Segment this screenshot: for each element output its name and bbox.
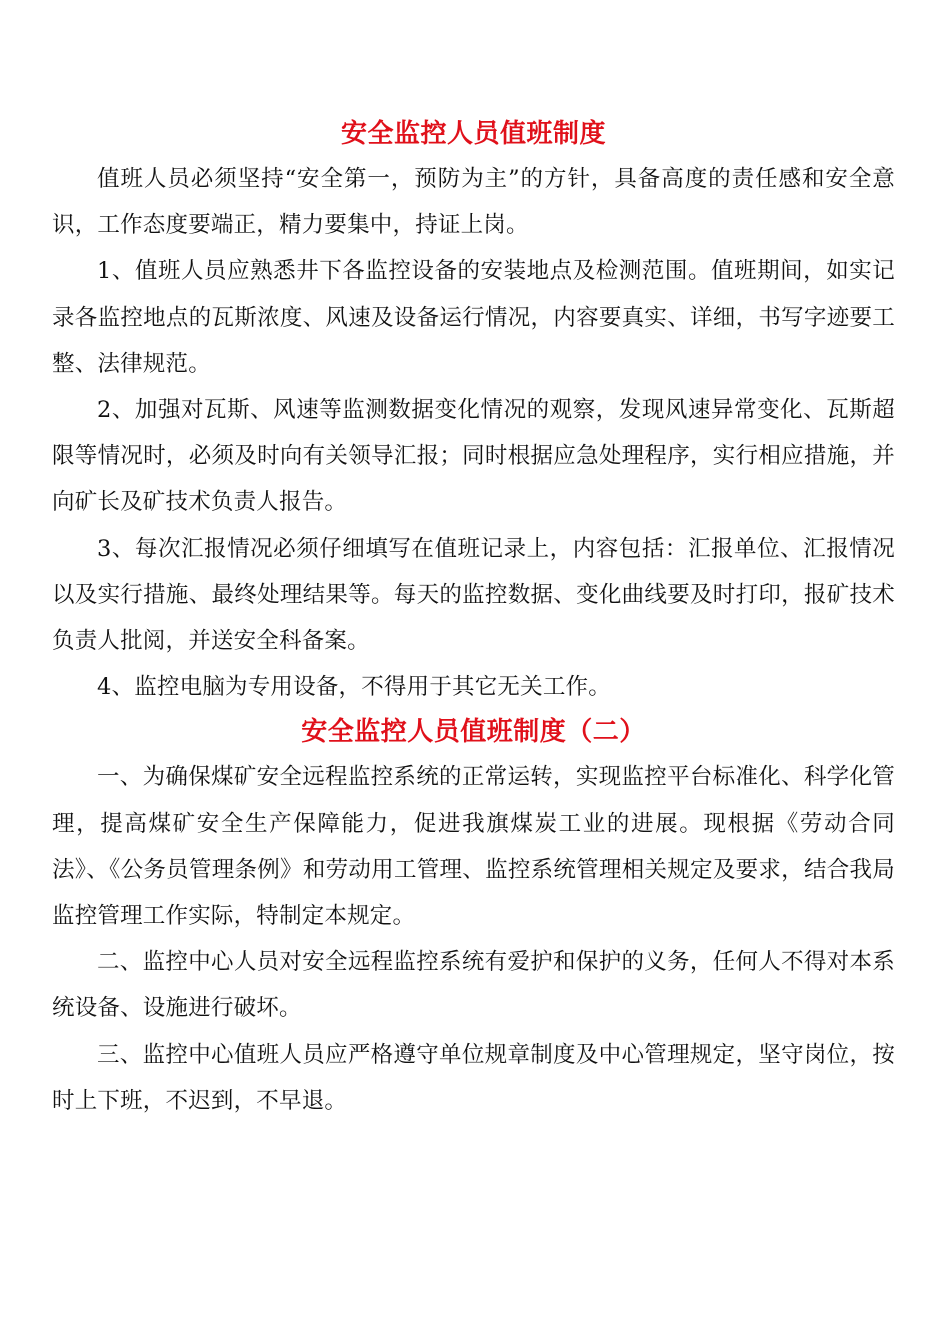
document-page <box>52 112 895 1124</box>
section1-paragraph: 3、每次汇报情况必须仔细填写在值班记录上，内容包括：汇报单位、汇报情况以及实行措施、最终处理结果等。每天的监控数据、变化曲线要及时打印，报矿技术负责人批阅，并送安全科备案。 <box>52 535 895 655</box>
section2-title: 安全监控人员值班制度（二） <box>301 717 646 748</box>
section1-paragraph: 2、加强对瓦斯、风速等监测数据变化情况的观察，发现风速异常变化、瓦斯超限等情况时，必须及时向有关领导汇报；同时根据应急处理程序，实行相应措施，并向矿长及矿技术负责人报告。 <box>52 397 895 516</box>
section1-paragraph: 1、值班人员应熟悉井下各监控设备的安装地点及检测范围。值班期间，如实记录各监控地点的瓦斯浓度、风速及设备运行情况，内容要真实、详细，书写字迹要工整、法律规范。 <box>52 258 895 377</box>
section2-paragraph: 二、监控中心人员对安全远程监控系统有爱护和保护的义务，任何人不得对本系统设备、设施进行破坏。 <box>52 949 895 1022</box>
section1-paragraph: 4、监控电脑为专用设备，不得用于其它无关工作。 <box>97 674 611 701</box>
section2-paragraph: 一、为确保煤矿安全远程监控系统的正常运转，实现监控平台标准化、科学化管理，提高煤矿安全生产保障能力，促进我旗煤炭工业的进展。现根据《劳动合同法》、《公务员管理条例》和劳动用工管理、监控系统管理相关规定及要求，结合我局监控管理工作实际，特制定本规定。 <box>52 764 895 930</box>
section1-paragraph: 值班人员必须坚持“安全第一，预防为主”的方针，具备高度的责任感和安全意识，工作态度要端正，精力要集中，持证上岗。 <box>52 166 895 239</box>
section1-title: 安全监控人员值班制度 <box>340 119 606 149</box>
section2-paragraph: 三、监控中心值班人员应严格遵守单位规章制度及中心管理规定，坚守岗位，按时上下班，不迟到，不早退。 <box>52 1041 895 1114</box>
